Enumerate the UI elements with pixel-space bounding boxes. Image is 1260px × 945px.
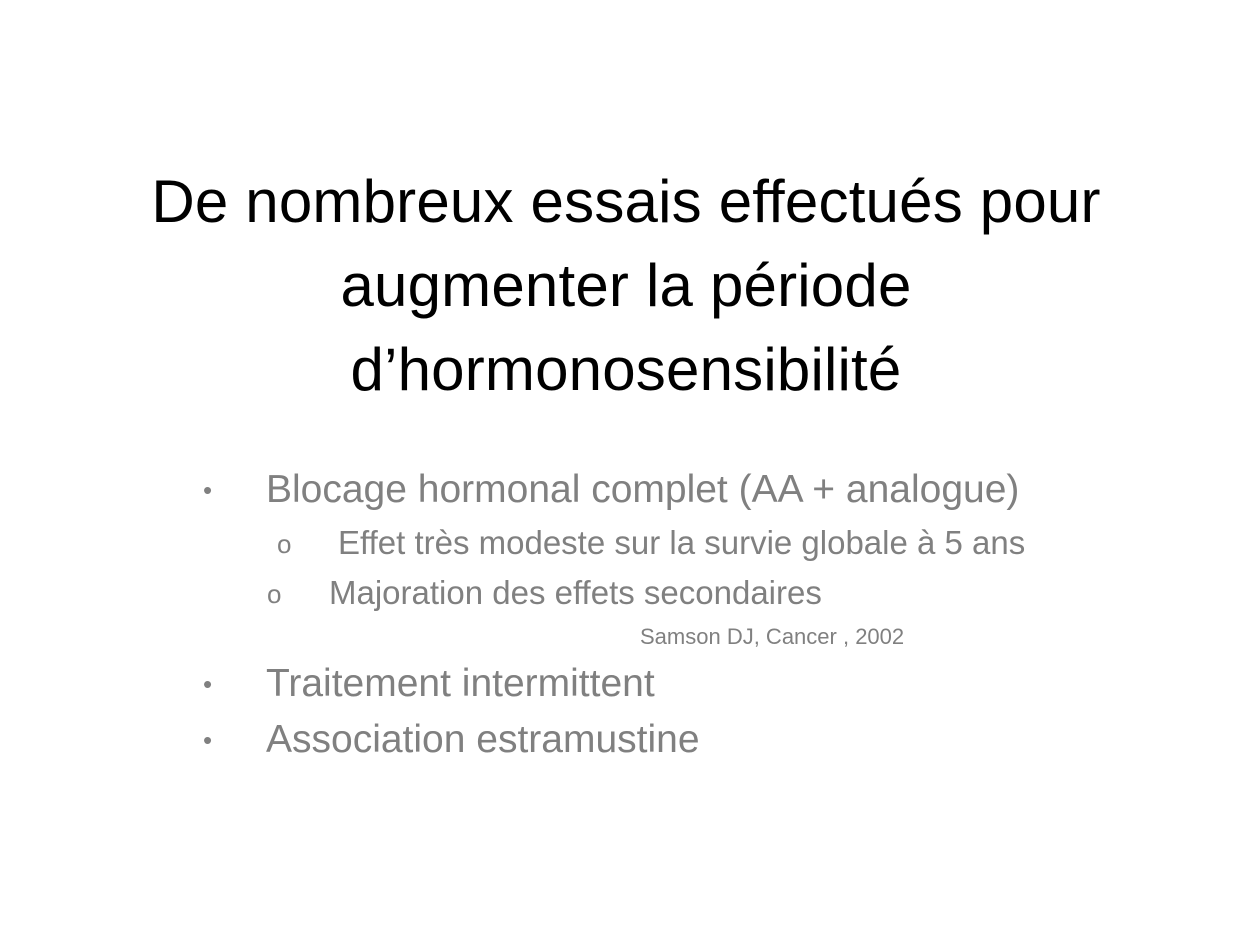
circle-bullet-icon: o <box>267 579 282 609</box>
reference-citation <box>195 618 1195 656</box>
bullet-text: Association estramustine <box>266 718 700 761</box>
sub-bullet-text: Majoration des effets secondaires <box>329 574 822 611</box>
title-line: De nombreux essais effectués pour <box>151 168 1101 235</box>
bullet-item <box>195 656 1195 712</box>
title-line: augmenter la période <box>340 252 912 319</box>
bullet-list <box>195 462 1195 768</box>
title-line: d’hormonosensibilité <box>350 336 902 403</box>
bullet-item <box>195 462 1195 518</box>
slide-title <box>60 160 1192 412</box>
circle-bullet-icon: o <box>277 529 292 559</box>
bullet-text: Traitement intermittent <box>266 662 655 705</box>
bullet-icon: • <box>203 669 213 699</box>
bullet-item <box>195 712 1195 768</box>
sub-bullet-item <box>195 568 1195 618</box>
bullet-icon: • <box>203 475 213 505</box>
sub-bullet-item <box>195 518 1195 568</box>
sub-bullet-text: Effet très modeste sur la survie globale à 5 ans <box>338 524 1026 561</box>
bullet-text: Blocage hormonal complet (AA + analogue) <box>266 468 1020 511</box>
bullet-icon: • <box>203 725 213 755</box>
reference-text: Samson DJ, Cancer , 2002 <box>640 624 905 649</box>
